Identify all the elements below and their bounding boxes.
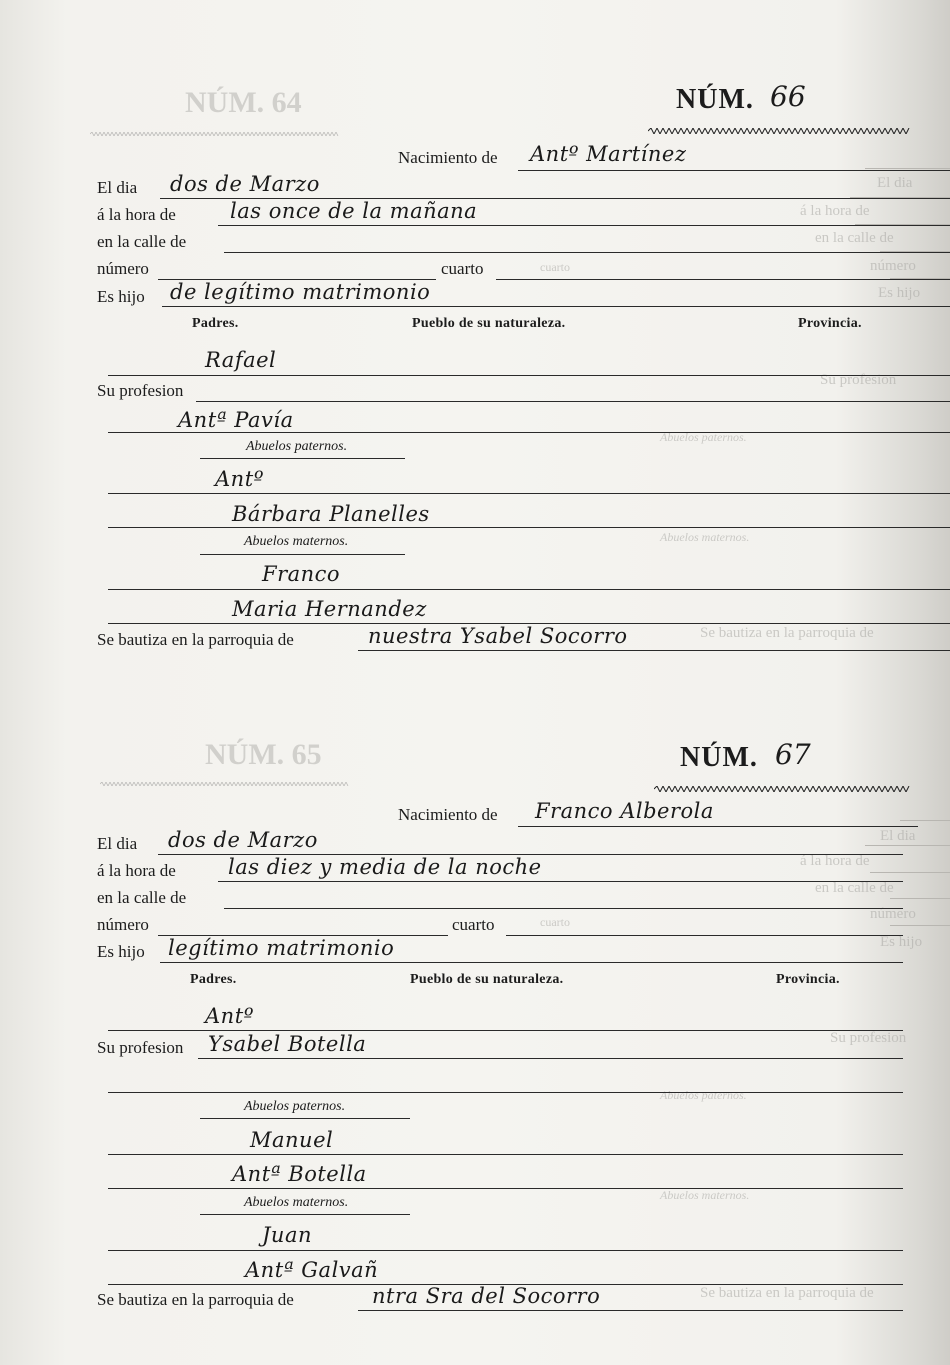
hijo-value: de legítimo matrimonio xyxy=(170,280,431,304)
abuela-materna: Maria Hernandez xyxy=(232,597,427,621)
calle-label: en la calle de xyxy=(97,232,187,251)
profesion-value: Ysabel Botella xyxy=(208,1032,367,1056)
abuelos-maternos-label: Abuelos maternos. xyxy=(244,1195,349,1210)
record-number-label: NÚM. xyxy=(680,742,758,773)
numero-label: número xyxy=(97,915,149,934)
bleed-label: cuarto xyxy=(540,260,570,274)
bleed-label: en la calle de xyxy=(815,230,894,246)
dia-value: dos de Marzo xyxy=(168,828,318,852)
bleed-label: Se bautiza en la parroquia de xyxy=(700,1285,874,1301)
col-provincia: Provincia. xyxy=(798,316,862,331)
bleed-label: cuarto xyxy=(540,915,570,929)
profesion-label: Su profesion xyxy=(97,381,184,400)
nacimiento-label: Nacimiento de xyxy=(398,805,498,824)
hijo-value: legítimo matrimonio xyxy=(168,936,395,960)
col-padres: Padres. xyxy=(192,316,239,331)
abuela-paterna: Antª Botella xyxy=(232,1162,367,1186)
nacimiento-value: Franco Alberola xyxy=(535,799,714,823)
hijo-label: Es hijo xyxy=(97,287,145,306)
nacimiento-label: Nacimiento de xyxy=(398,148,498,167)
abuela-paterna: Bárbara Planelles xyxy=(232,502,430,526)
parroquia-value: nuestra Ysabel Socorro xyxy=(368,624,628,648)
ornament-rule xyxy=(100,782,350,786)
bleed-label: número xyxy=(870,906,916,922)
record-number-label: NÚM. xyxy=(676,84,754,115)
parroquia-value: ntra Sra del Socorro xyxy=(372,1284,601,1308)
cuarto-label: cuarto xyxy=(441,259,484,278)
dia-label: El dia xyxy=(97,834,138,853)
padre-name: Antº xyxy=(205,1004,255,1028)
bleed-label: en la calle de xyxy=(815,880,894,896)
bleed-label: Abuelos paternos. xyxy=(660,1088,747,1102)
bleed-label: Es hijo xyxy=(878,285,921,301)
padre-name: Rafael xyxy=(205,348,277,372)
profesion-label: Su profesion xyxy=(97,1038,184,1057)
abuela-materna: Antª Galvañ xyxy=(245,1258,379,1282)
bleed-num-1: NÚM. 64 xyxy=(185,86,302,119)
bleed-label: á la hora de xyxy=(800,853,870,869)
bleed-label: El dia xyxy=(877,175,913,191)
parroquia-label: Se bautiza en la parroquia de xyxy=(97,1290,294,1309)
bleed-label: Abuelos paternos. xyxy=(660,430,747,444)
bleed-label: número xyxy=(870,258,916,274)
col-pueblo: Pueblo de su naturaleza. xyxy=(410,972,564,987)
abuelos-paternos-label: Abuelos paternos. xyxy=(246,439,348,454)
hora-value: las diez y media de la noche xyxy=(228,855,542,879)
hora-label: á la hora de xyxy=(97,861,176,880)
bleed-label: Abuelos maternos. xyxy=(660,530,750,544)
hora-label: á la hora de xyxy=(97,205,176,224)
bleed-label: Abuelos maternos. xyxy=(660,1188,750,1202)
ornament-rule xyxy=(648,128,910,134)
hijo-label: Es hijo xyxy=(97,942,145,961)
nacimiento-value: Antº Martínez xyxy=(530,142,687,166)
record-number-value: 66 xyxy=(770,80,806,113)
calle-label: en la calle de xyxy=(97,888,187,907)
hora-value: las once de la mañana xyxy=(230,199,478,223)
col-pueblo: Pueblo de su naturaleza. xyxy=(412,316,566,331)
bleed-label: á la hora de xyxy=(800,203,870,219)
record-number-value: 67 xyxy=(775,738,811,771)
col-provincia: Provincia. xyxy=(776,972,840,987)
col-padres: Padres. xyxy=(190,972,237,987)
cuarto-label: cuarto xyxy=(452,915,495,934)
bleed-label: Su profesion xyxy=(830,1030,907,1046)
dia-label: El dia xyxy=(97,178,138,197)
ornament-rule xyxy=(90,132,340,136)
numero-label: número xyxy=(97,259,149,278)
bleed-label: Es hijo xyxy=(880,934,923,950)
abuelo-paterno: Manuel xyxy=(250,1128,334,1152)
bleed-label: Se bautiza en la parroquia de xyxy=(700,625,874,641)
madre-name: Antª Pavía xyxy=(178,408,294,432)
abuelo-paterno: Antº xyxy=(215,467,265,491)
abuelo-materno: Juan xyxy=(262,1223,312,1247)
abuelos-paternos-label: Abuelos paternos. xyxy=(244,1099,346,1114)
bleed-num-2: NÚM. 65 xyxy=(205,738,322,771)
abuelos-maternos-label: Abuelos maternos. xyxy=(244,534,349,549)
bleed-label: Su profesion xyxy=(820,372,897,388)
parroquia-label: Se bautiza en la parroquia de xyxy=(97,630,294,649)
bleed-label: El dia xyxy=(880,828,916,844)
abuelo-materno: Franco xyxy=(262,562,341,586)
ornament-rule xyxy=(654,786,910,792)
dia-value: dos de Marzo xyxy=(170,172,320,196)
